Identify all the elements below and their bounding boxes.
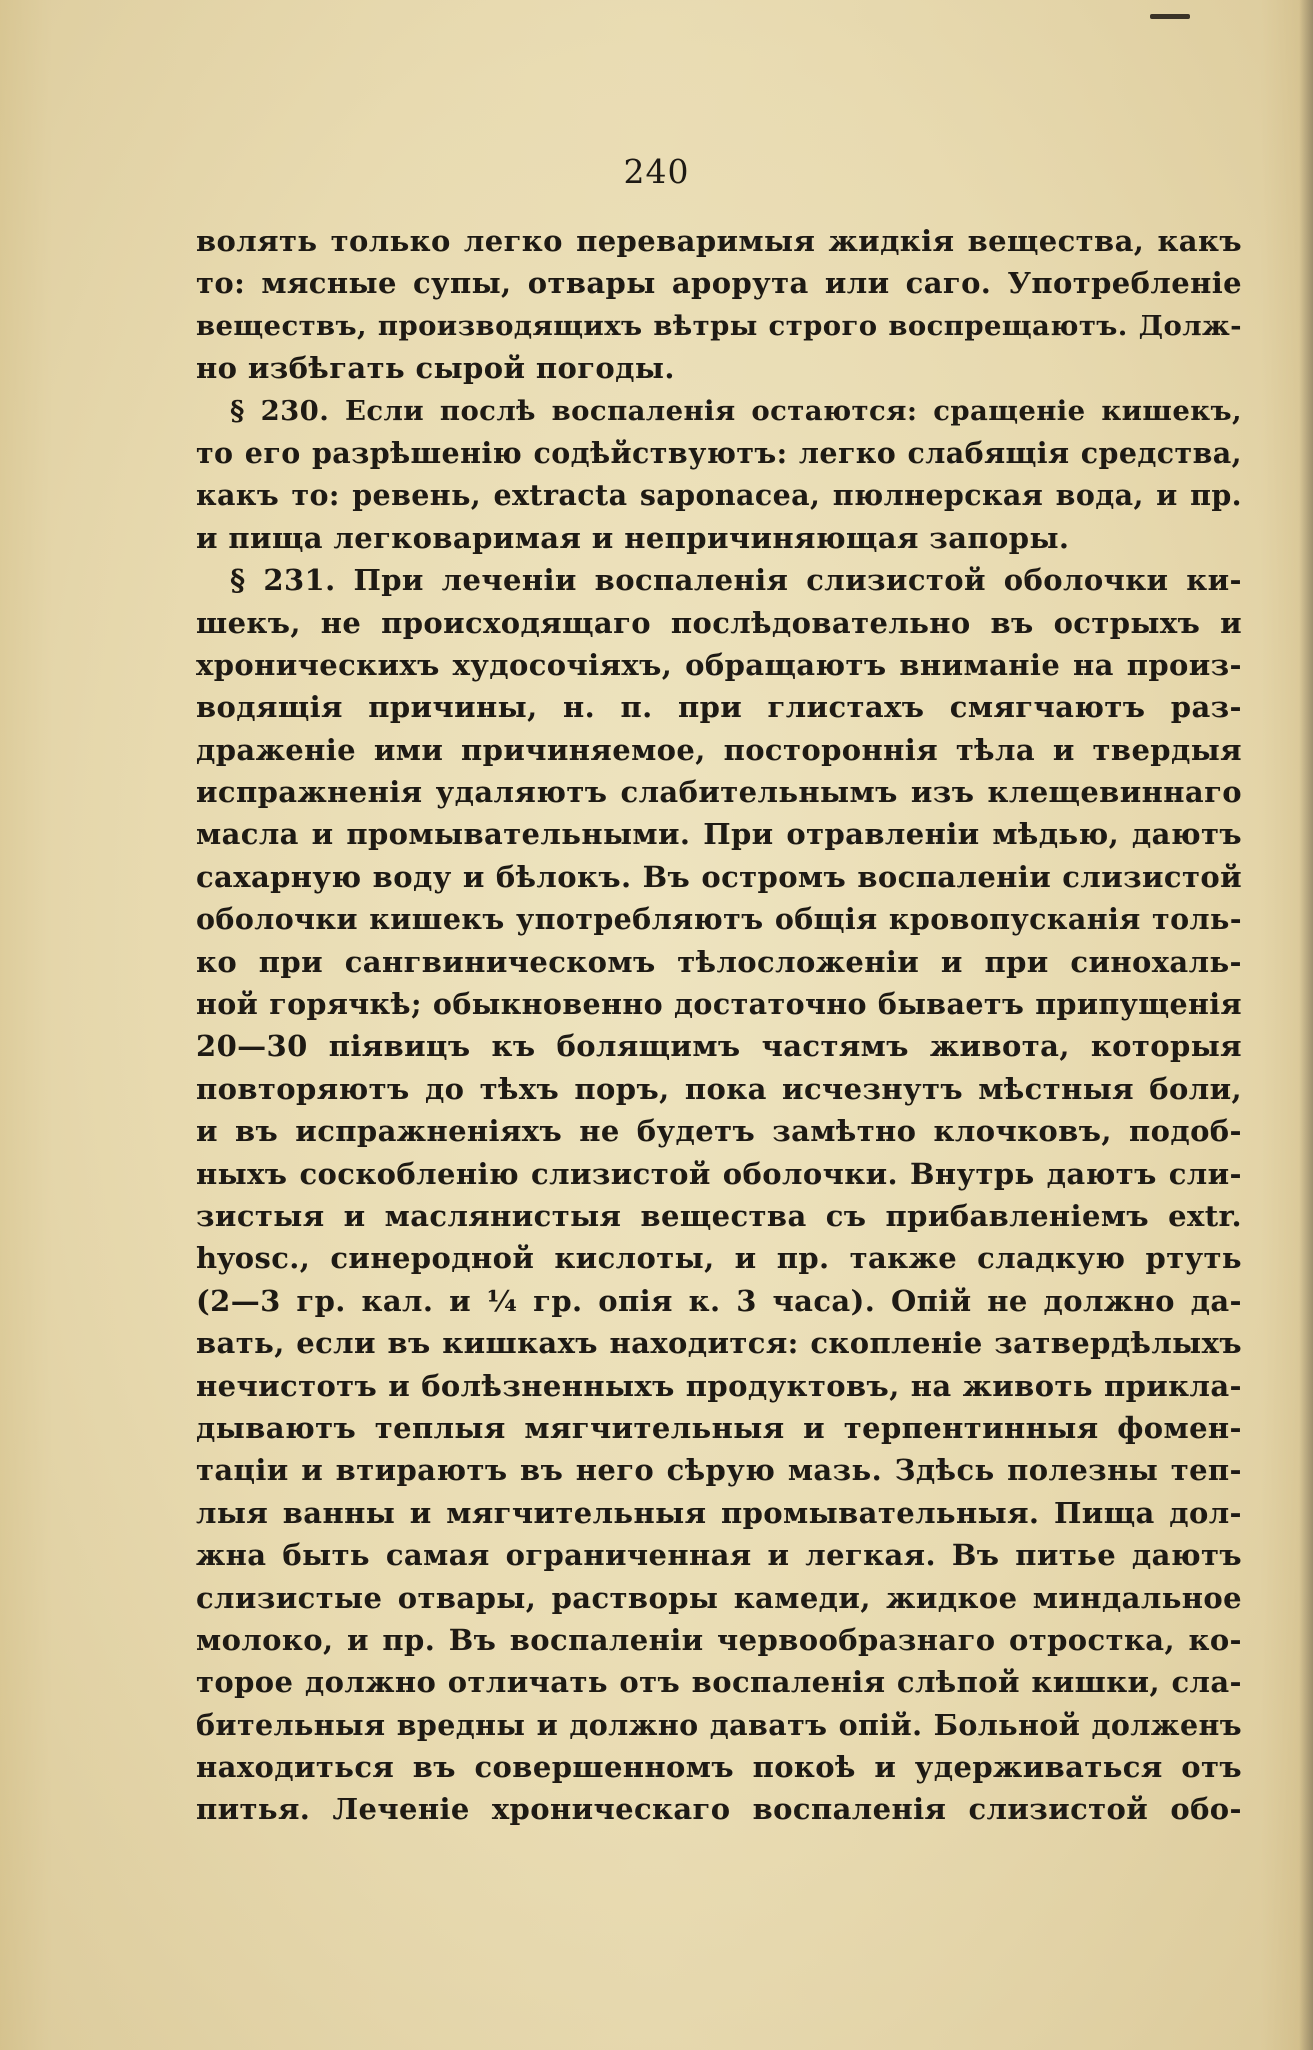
text-line: и пища легковаримая и непричиняющая запоры.: [196, 520, 1070, 555]
text-line: находиться въ совершенномъ покоѣ и удерживаться отъ: [196, 1750, 1242, 1785]
text-line: то: мясные супы, отвары арорута или саго. Употребленіе: [196, 266, 1242, 301]
text-line: таціи и втираютъ въ него сѣрую мазь. Здѣсь полезны теп-: [196, 1453, 1242, 1488]
text-line: hyosc., синеродной кислоты, и пр. также сладкую ртуть: [196, 1241, 1242, 1276]
text-line: ной горячкѣ; обыкновенно достаточно бываетъ припущенія: [196, 987, 1242, 1022]
text-line: волять только легко переваримыя жидкія вещества, какъ: [196, 224, 1242, 258]
text-line: повторяютъ до тѣхъ поръ, пока исчезнутъ мѣстныя боли,: [196, 1071, 1242, 1106]
text-line: сахарную воду и бѣлокъ. Въ остромъ воспаленіи слизистой: [196, 859, 1242, 894]
text-line: масла и промывательными. При отравленіи мѣдью, даютъ: [196, 817, 1242, 852]
text-line: какъ то: ревень, extracta saponacea, пюлнерская вода, и пр.: [196, 478, 1242, 513]
text-line: водящія причины, н. п. при глистахъ смягчаютъ раз-: [196, 690, 1242, 725]
text-line: питья. Леченіе хроническаго воспаленія слизистой обо-: [196, 1792, 1242, 1827]
text-line: оболочки кишекъ употребляютъ общія кровопусканія толь-: [196, 902, 1242, 937]
text-line: слизистые отвары, растворы камеди, жидкое миндальное: [196, 1580, 1242, 1615]
text-line: нечистотъ и болѣзненныхъ продуктовъ, на животь прикла-: [196, 1368, 1242, 1403]
text-line: лыя ванны и мягчительныя промывательныя. Пища дол-: [196, 1495, 1242, 1530]
text-line: 20—30 піявицъ къ болящимъ частямъ живота, которыя: [196, 1029, 1242, 1064]
page-number: 240: [623, 152, 690, 191]
text-line: жна быть самая ограниченная и легкая. Въ питье даютъ: [196, 1538, 1242, 1573]
ink-mark: [1150, 14, 1190, 19]
text-line: веществъ, производящихъ вѣтры строго воспрещаютъ. Долж-: [196, 309, 1242, 342]
text-line: § 231. При леченіи воспаленія слизистой оболочки ки-: [230, 563, 1242, 598]
text-line: и въ испражненіяхъ не будетъ замѣтно клочковъ, подоб-: [196, 1114, 1242, 1149]
text-line: то его разрѣшенію содѣйствуютъ: легко слабящія средства,: [196, 435, 1242, 470]
text-line: § 230. Если послѣ воспаленія остаются: сращеніе кишекъ,: [230, 394, 1242, 427]
text-line: дываютъ теплыя мягчительныя и терпентинныя фомен-: [196, 1410, 1242, 1445]
text-line: ныхъ соскобленію слизистой оболочки. Внутрь даютъ сли-: [196, 1156, 1242, 1191]
text-line: молоко, и пр. Въ воспаленіи червообразнаго отростка, ко-: [196, 1622, 1242, 1657]
text-line: ко при сангвиническомъ тѣлосложеніи и при синохаль-: [196, 944, 1242, 979]
text-line: но избѣгать сырой погоды.: [196, 351, 675, 386]
text-line: драженіе ими причиняемое, постороннія тѣла и твердыя: [196, 732, 1242, 767]
text-line: зистыя и маслянистыя вещества съ прибавленіемъ extr.: [196, 1198, 1242, 1233]
text-line: (2—3 гр. кал. и ¼ гр. опія к. 3 часа). Опій не должно да-: [196, 1283, 1242, 1318]
text-line: торое должно отличать отъ воспаленія слѣпой кишки, сла-: [196, 1665, 1242, 1700]
page-edge-shadow: [1299, 0, 1313, 2050]
text-line: испражненія удаляютъ слабительнымъ изъ клещевиннаго: [196, 775, 1242, 810]
body-text: [196, 220, 1242, 1831]
text-line: шекъ, не происходящаго послѣдовательно въ острыхъ и: [196, 605, 1242, 640]
text-line: бительныя вредны и должно даватъ опій. Больной долженъ: [196, 1707, 1242, 1742]
text-line: хроническихъ худосочіяхъ, обращаютъ вниманіе на произ-: [196, 647, 1242, 682]
text-line: вать, если въ кишкахъ находится: скопленіе затвердѣлыхъ: [196, 1326, 1242, 1361]
